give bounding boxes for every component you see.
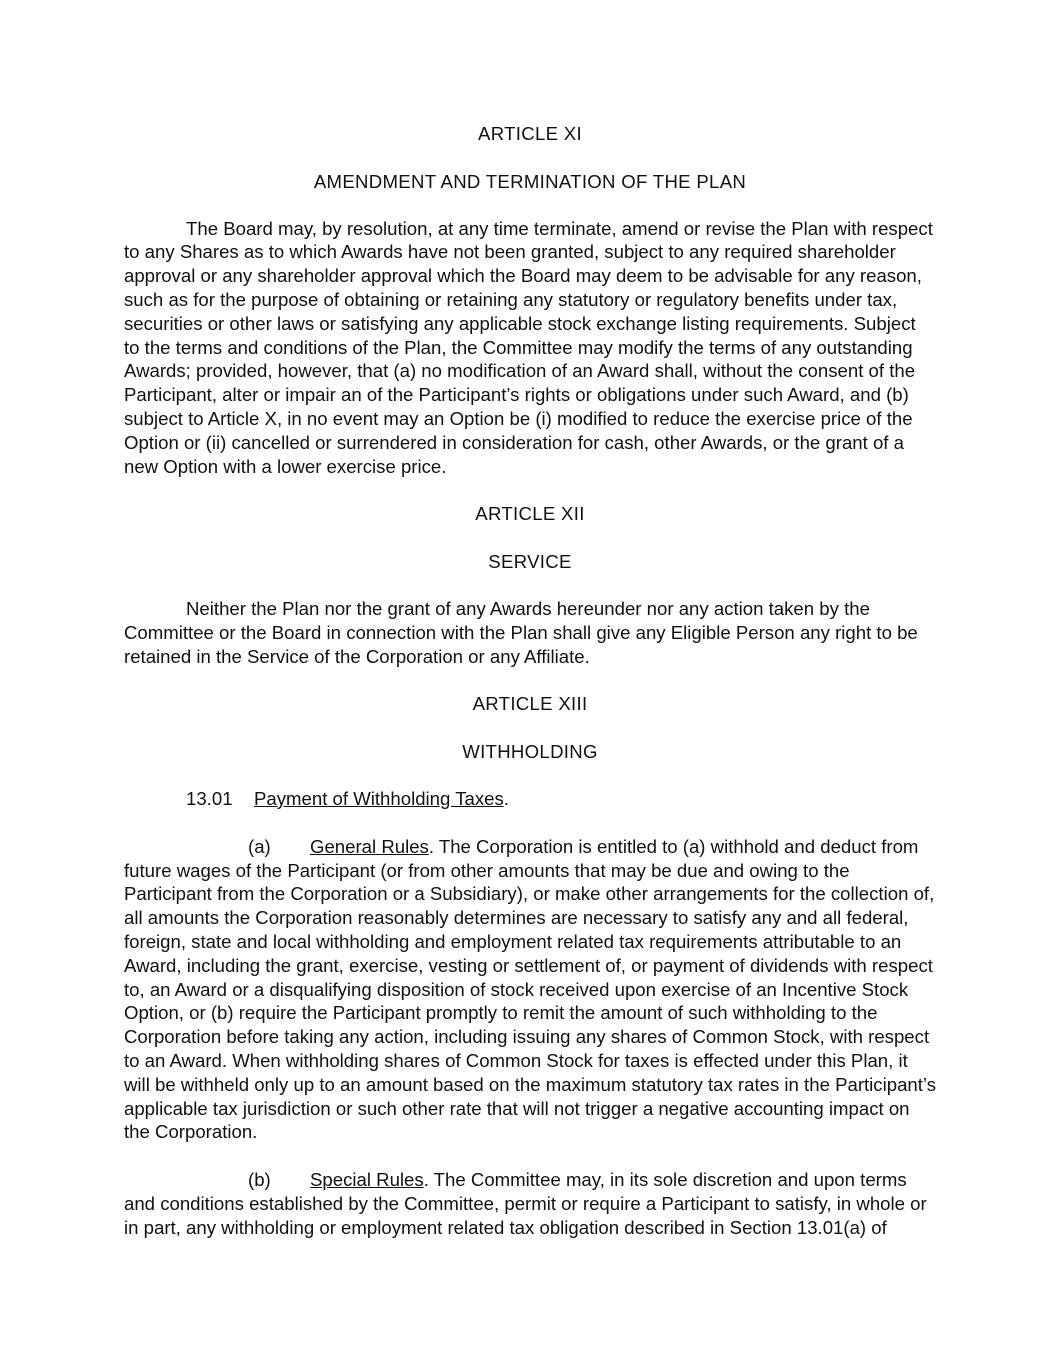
section-13-01-heading	[124, 787, 936, 811]
paragraph-a-label: (a)	[248, 835, 271, 857]
section-title-period: .	[503, 787, 509, 809]
article-xiii-subtitle: WITHHOLDING	[462, 741, 598, 763]
document-body	[124, 122, 936, 1263]
paragraph-a-text: . The Corporation is entitled to (a) withhold and deduct from future wages of the Participant (or from other amounts that may be due and owing to the Participant from the Corporation or a Subsidiary), or make other arrangements for the collection of, all amounts the Corporation reasonably determines are necessary to satisfy any and all federal, foreign, state and local withholding and employment related tax requirements attributable to an Award, including the grant, exercise, vesting or settlement of, or payment of dividends with respect to, an Award or a disqualifying disposition of stock received upon exercise of an Incentive Stock Option, or (b) require the Participant promptly to remit the amount of such withholding to the Corporation before taking any action, including issuing any shares of Common Stock, with respect to an Award. When withholding shares of Common Stock for taxes is effected under this Plan, it will be withheld only up to an amount based on the maximum statutory tax rates in the Participant’s applicable tax jurisdiction or such other rate that will not trigger a negative accounting impact on the Corporation.	[124, 835, 937, 1143]
paragraph-b-heading: Special Rules	[310, 1169, 424, 1191]
paragraph-b-text: . The Committee may, in its sole discretion and upon terms and conditions established by the Committee, permit or require a Participant to satisfy, in whole or in part, any withholding or employment related tax obligation described in Section 13.01(a) of	[124, 1169, 927, 1238]
article-xii-title: ARTICLE XII	[475, 503, 585, 525]
article-xiii-title: ARTICLE XIII	[472, 693, 588, 715]
paragraph-b	[124, 1168, 936, 1239]
section-number: 13.01	[186, 787, 233, 809]
article-xi-title: ARTICLE XI	[478, 123, 582, 144]
paragraph-a-heading: General Rules	[310, 835, 429, 857]
paragraph-a	[124, 835, 936, 1144]
section-title: Payment of Withholding Taxes	[254, 787, 504, 809]
article-xii-subtitle: SERVICE	[488, 551, 572, 573]
paragraph-b-label: (b)	[248, 1169, 271, 1191]
article-xi-subtitle: AMENDMENT AND TERMINATION OF THE PLAN	[313, 170, 747, 192]
article-xi-paragraph: The Board may, by resolution, at any time terminate, amend or revise the Plan with respect to any Shares as to which Awards have not been granted, subject to any required shareholder approval or any shareholder approval which the Board may deem to be advisable for any reason, such as for the purpose of obtaining or retaining any statutory or regulatory benefits under tax, securities or other laws or satisfying any applicable stock exchange listing requirements. Subject to the terms and conditions of the Plan, the Committee may modify the terms of any outstanding Awards; provided, however, that (a) no modification of an Award shall, without the consent of the Participant, alter or impair an of the Participant’s rights or obligations under such Award, and (b) subject to Article X, in no event may an Option be (i) modified to reduce the exercise price of the Option or (ii) cancelled or surrendered in consideration for cash, other Awards, or the grant of a new Option with a lower exercise price.	[124, 217, 933, 477]
article-xii-paragraph: Neither the Plan nor the grant of any Awards hereunder nor any action taken by the Committee or the Board in connection with the Plan shall give any Eligible Person any right to be retained in the Service of the Corporation or any Affiliate.	[124, 597, 918, 667]
